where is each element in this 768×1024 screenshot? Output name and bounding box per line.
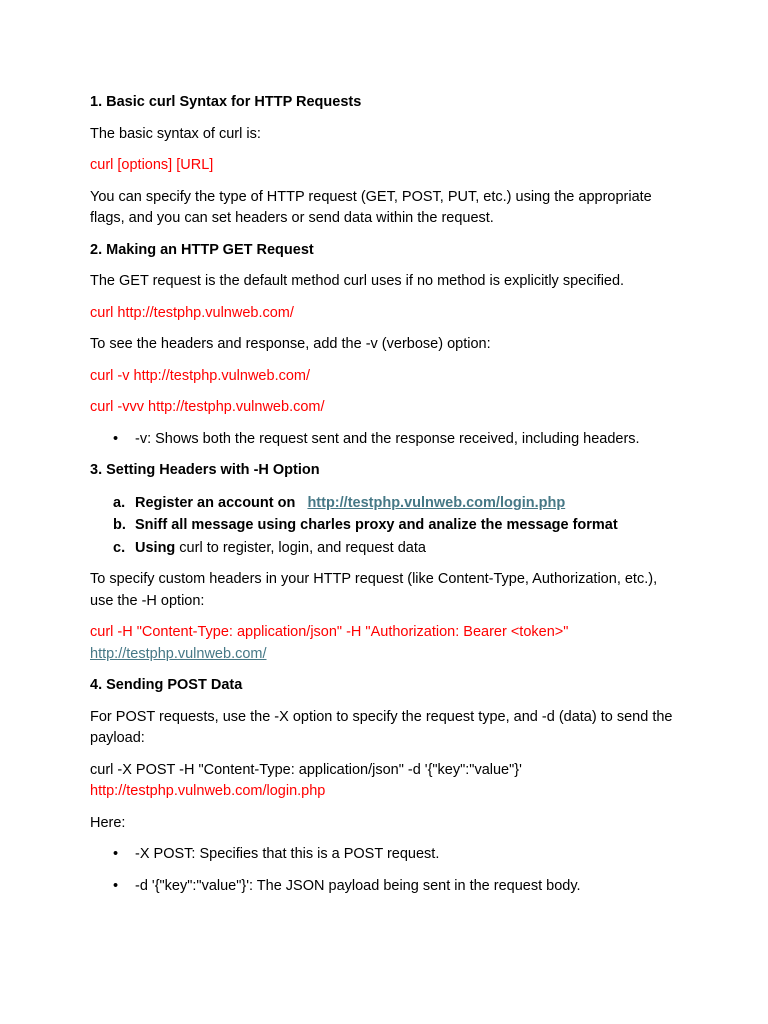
section-3-body: To specify custom headers in your HTTP request (like Content-Type, Authorization, etc.), use the -H option: (90, 571, 658, 609)
section-2-intro: The GET request is the default method curl uses if no method is explicitly specified. (90, 273, 625, 289)
section-4-code-block (90, 760, 680, 803)
bullet-marker: • (113, 846, 119, 862)
list-item (90, 876, 680, 898)
section-2-note: To see the headers and response, add the -v (verbose) option: (90, 336, 491, 352)
list-marker: a. (113, 494, 126, 511)
list-item-text: Register an account on (135, 494, 296, 511)
list-item-text: -X POST: Specifies that this is a POST request. (135, 846, 440, 862)
list-item (90, 429, 680, 451)
list-item (90, 514, 680, 537)
list-item-bold-text: Using (135, 539, 176, 556)
bullet-marker: • (113, 877, 119, 894)
list-item-text: Sniff all message using charles proxy and analize the message format (135, 517, 618, 533)
list-marker: b. (113, 517, 126, 533)
list-marker: c. (113, 539, 126, 556)
section-3-heading: 3. Setting Headers with -H Option (90, 462, 320, 478)
section-1-body: You can specify the type of HTTP request (GET, POST, PUT, etc.) using the appropriate flags, and you can set headers or send data within the request. (90, 188, 652, 226)
section-3-code-block (90, 622, 680, 665)
section-2-code-verbose: curl -v http://testphp.vulnweb.com/ (90, 367, 311, 384)
document-page (90, 92, 680, 907)
list-item-text: -v: Shows both the request sent and the response received, including headers. (135, 430, 640, 447)
list-item (90, 844, 680, 866)
section-3-task-list (90, 492, 680, 560)
list-item (90, 537, 680, 560)
section-4-here: Here: (90, 814, 126, 831)
section-4-code: curl -X POST -H "Content-Type: application/json" -d '{"key":"value"}' (90, 761, 522, 778)
list-item (90, 492, 680, 515)
section-1-heading: 1. Basic curl Syntax for HTTP Requests (90, 94, 362, 110)
section-4-heading: 4. Sending POST Data (90, 677, 243, 693)
section-4-code-url: http://testphp.vulnweb.com/login.php (90, 783, 326, 799)
section-4-body: For POST requests, use the -X option to specify the request type, and -d (data) to send the payload: (90, 708, 673, 746)
section-3-code: curl -H "Content-Type: application/json" -H "Authorization: Bearer <token>" (90, 624, 569, 640)
section-2-bullet-list (90, 429, 680, 451)
list-item-text: curl to register, login, and request data (175, 539, 426, 556)
section-2-heading: 2. Making an HTTP GET Request (90, 241, 314, 258)
login-page-link[interactable]: http://testphp.vulnweb.com/login.php (307, 494, 566, 511)
section-3-code-link[interactable]: http://testphp.vulnweb.com/ (90, 645, 267, 662)
section-1-intro: The basic syntax of curl is: (90, 125, 261, 142)
section-2-code-vvv: curl -vvv http://testphp.vulnweb.com/ (90, 399, 325, 415)
section-1-code: curl [options] [URL] (90, 157, 214, 173)
list-item-text: -d '{"key":"value"}': The JSON payload being sent in the request body. (135, 877, 581, 894)
section-2-code-get: curl http://testphp.vulnweb.com/ (90, 304, 294, 321)
bullet-marker: • (113, 430, 119, 447)
section-4-bullet-list (90, 844, 680, 897)
